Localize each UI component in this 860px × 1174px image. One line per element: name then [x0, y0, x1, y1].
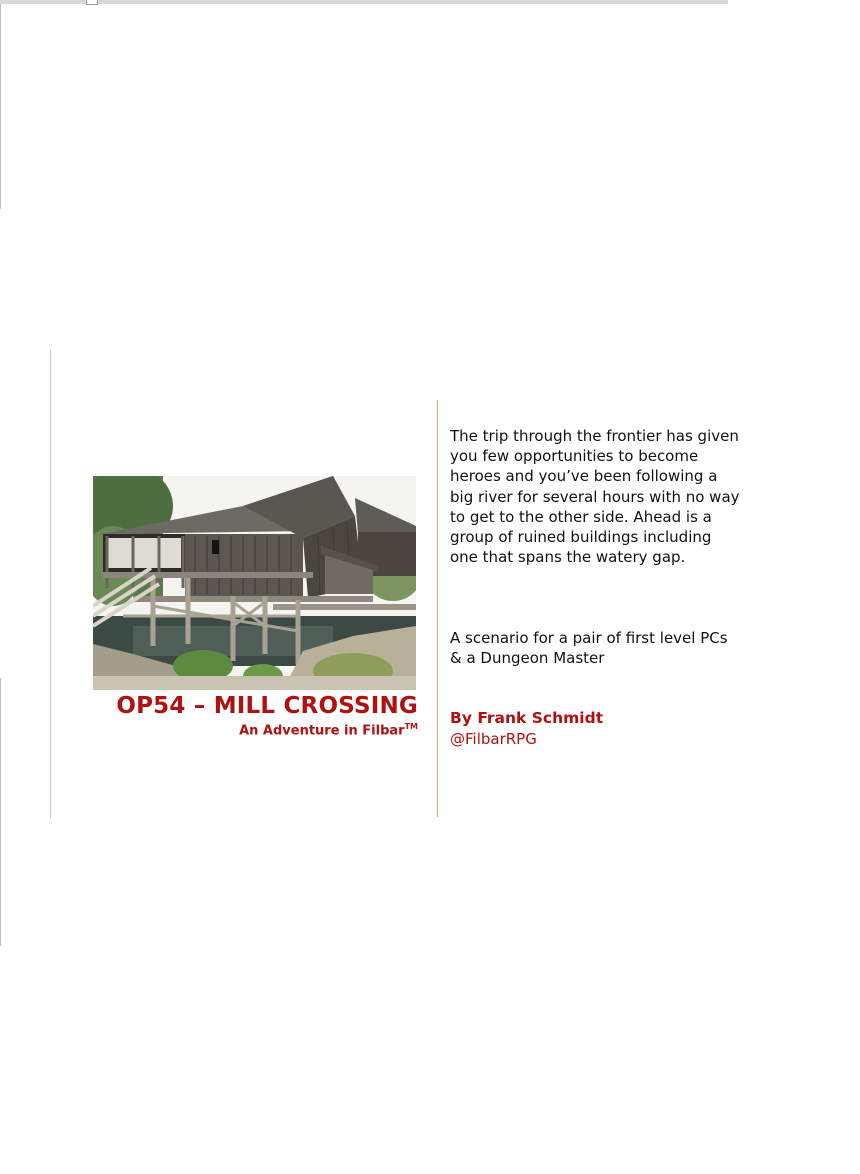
page-edge-line — [0, 4, 1, 209]
subtitle-text: An Adventure in Filbar — [239, 723, 405, 739]
ruler-indent-marker[interactable] — [86, 0, 98, 5]
adventure-subtitle — [93, 722, 418, 738]
column-divider — [437, 400, 438, 817]
mill-photo-illustration — [93, 476, 416, 690]
page-edge-line — [0, 678, 1, 946]
scenario-description: A scenario for a pair of first level PCs & a Dungeon Master — [450, 629, 728, 668]
adventure-blurb: The trip through the frontier has given you few opportunities to become heroes and you’ve been following a big river for several hours with no way to get to the other side. Ahead is a group of ruined buildings including one that spans the watery gap. — [450, 427, 740, 567]
top-ruler-bar — [0, 0, 728, 4]
adventure-title: OP54 – MILL CROSSING — [116, 693, 418, 719]
author-social-handle: @FilbarRPG — [450, 730, 537, 748]
author-credit: By Frank Schmidt — [450, 709, 604, 727]
trademark-symbol: TM — [404, 722, 418, 731]
cover-left-border — [50, 350, 51, 818]
cover-photo — [93, 476, 416, 690]
